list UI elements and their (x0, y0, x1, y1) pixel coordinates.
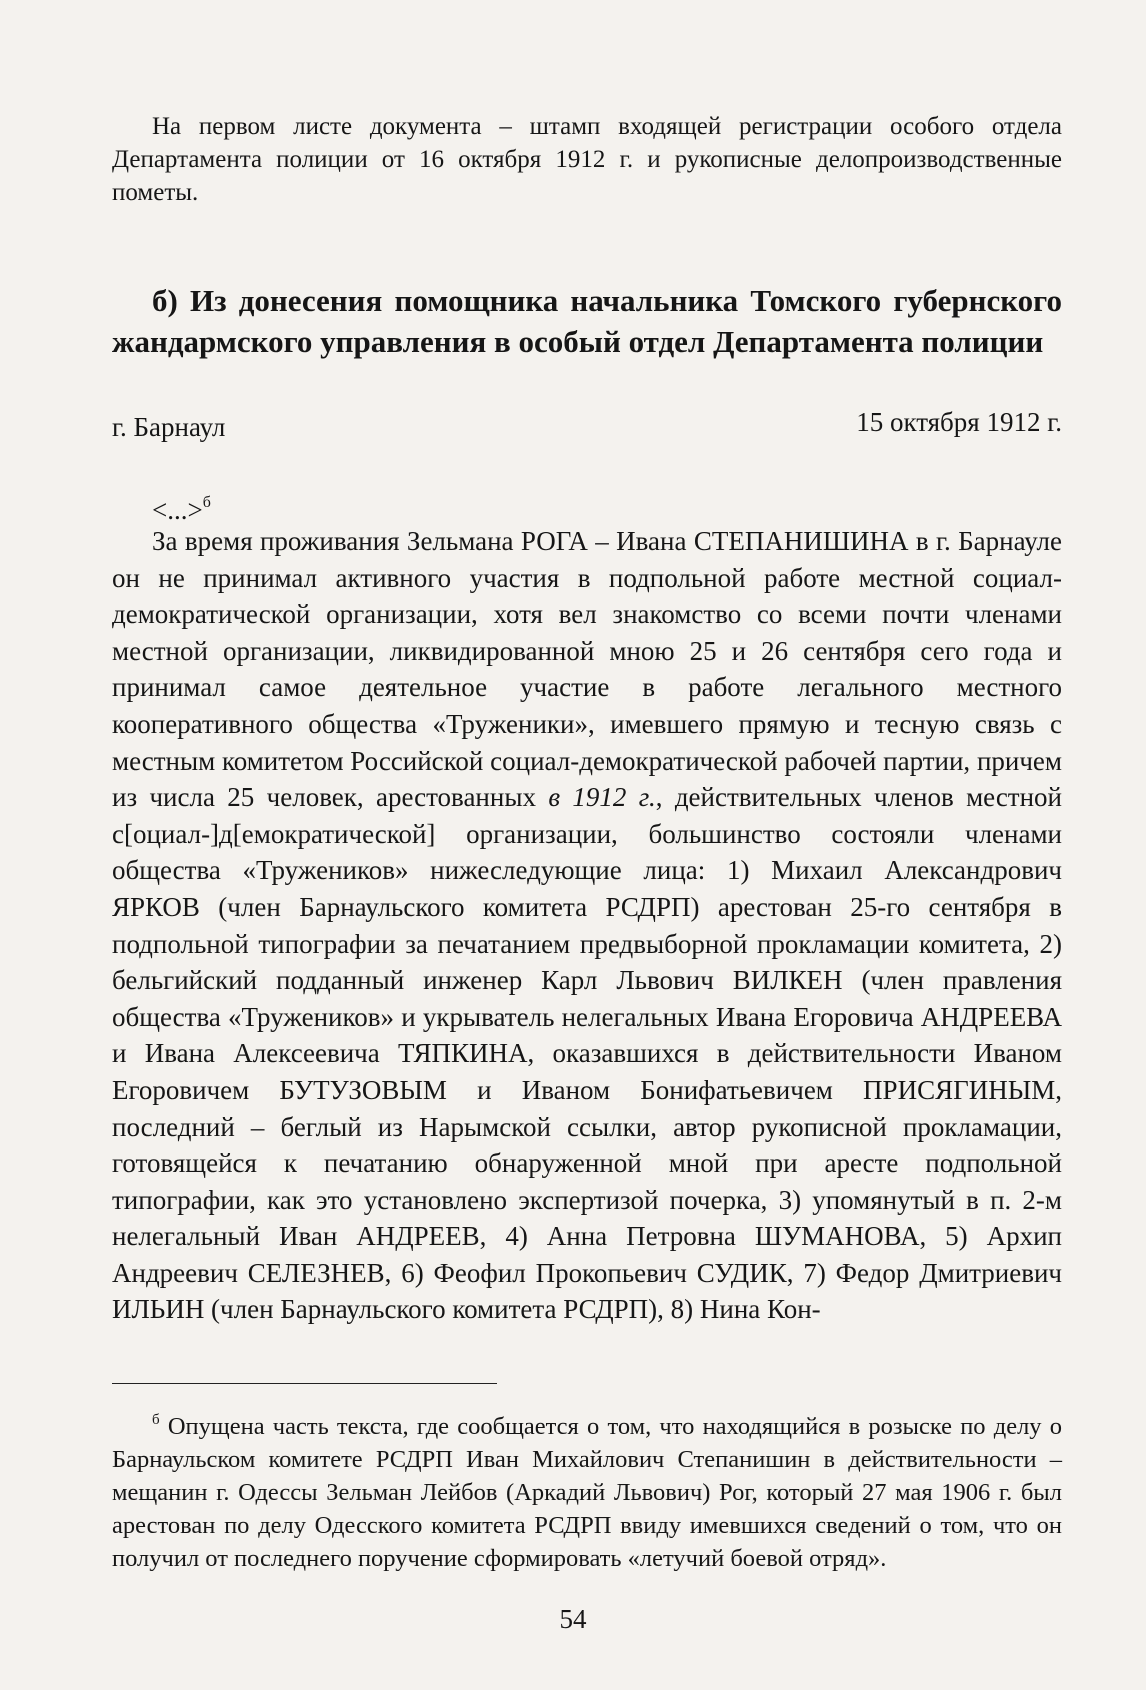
footnote (112, 1404, 1062, 1575)
date-label: 15 октября 1912 г. (856, 407, 1062, 437)
footnote-text: Опущена часть текста, где сообщается о том, что находящийся в розыске по делу о Барнаульском комитете РСДРП Иван Михайлович Степанишин в действительности – мещанин г. Одессы Зельман Лейбов (Аркадий Львович) Рог, который 27 мая 1906 г. был арестован по делу Одесского комитета РСДРП ввиду имевшихся сведений о том, что он получил от последнего поручение сформировать «летучий боевой отряд». (112, 1413, 1062, 1572)
body-paragraph (112, 523, 1062, 1328)
body-text-italic: в 1912 г. (548, 782, 656, 813)
section-heading: б) Из донесения помощника начальника Томского губернского жандармского управления в особый отдел Департамента полиции (112, 283, 1062, 359)
body-text-part2: , действительных членов местной с[оциал-]д[емократической] организации, большинство состояли членами общества «Тружеников» нижеследующие лица: 1) Михаил Александрович ЯРКОВ (член Барнаульского комитета РСДРП) арестован 25-го сентября в подпольной типографии за печатанием предвыборной прокламации комитета, 2) бельгийский подданный инженер Карл Львович ВИЛКЕН (член правления общества «Тружеников» и укрыватель нелегальных Ивана Егоровича АНДРЕЕВА и Ивана Алексеевича ТЯПКИНА, оказавшихся в действительности Иваном Егоровичем БУТУЗОВЫМ и Иваном Бонифатьевичем ПРИСЯГИНЫМ, последний – беглый из Нарымской ссылки, автор рукописной прокламации, готовящейся к печатанию обнаруженной мной при аресте подпольной типографии, как это установлено экспертизой почерка, 3) упомянутый в п. 2-м нелегальный Иван АНДРЕЕВ, 4) Анна Петровна ШУМАНОВА, 5) Архип Андреевич СЕЛЕЗНЕВ, 6) Феофил Прокопьевич СУДИК, 7) Федор Дмитриевич ИЛЬИН (член Барнаульского комитета РСДРП), 8) Нина Кон- (112, 782, 1063, 1325)
footnote-divider (112, 1383, 497, 1384)
footnote-reference: б (202, 494, 211, 511)
page-number: 54 (559, 1604, 587, 1634)
omission-text: <...> (152, 495, 203, 525)
intro-paragraph: На первом листе документа – штамп входящей регистрации особого отдела Департамента полиции от 16 октября 1912 г. и рукописные делопроизводственные пометы. (112, 113, 1062, 206)
place-label: г. Барнаул (112, 412, 226, 442)
footnote-mark: б (152, 1412, 160, 1428)
body-text-part1: За время проживания Зельмана РОГА – Ивана СТЕПАНИШИНА в г. Барнауле он не принимал активного участия в подпольной работе местной социал-демократической организации, хотя вел знакомство со всеми почти членами местной организации, ликвидированной мною 25 и 26 сентября сего года и принимал самое деятельное участие в работе легального местного кооперативного общества «Труженики», имевшего прямую и тесную связь с местным комитетом Российской социал-демократической рабочей партии, причем из числа 25 человек, арестованных (112, 526, 1062, 813)
omission-mark (152, 486, 211, 527)
